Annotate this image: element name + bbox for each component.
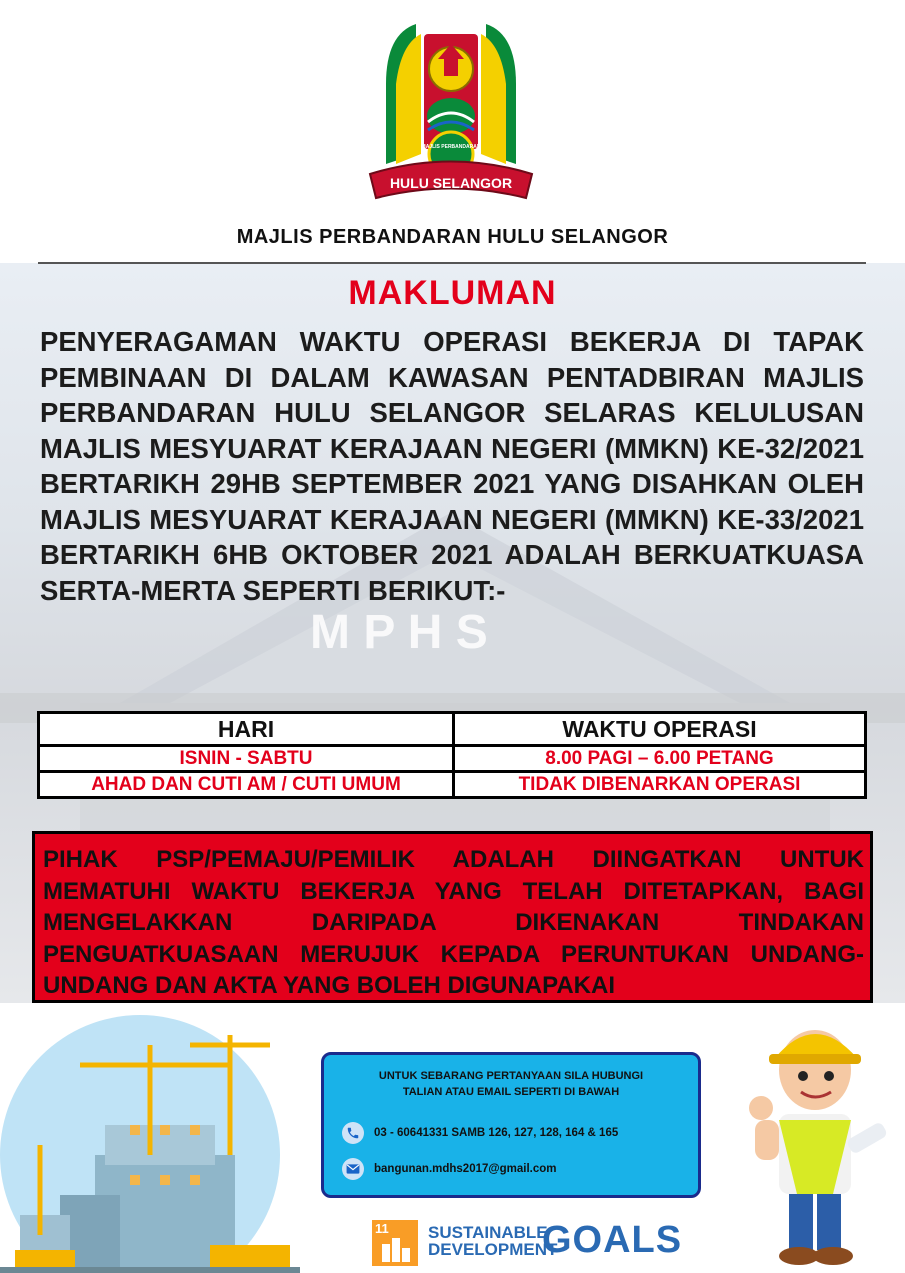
- contact-title-line1: UNTUK SEBARANG PERTANYAAN SILA HUBUNGI: [378, 1070, 644, 1082]
- table-row: [39, 746, 866, 772]
- mphs-watermark: M P H S: [310, 606, 488, 659]
- sdg-wordmark: [428, 1224, 557, 1258]
- sdg-11-tile: [372, 1220, 418, 1266]
- row-holiday-day: AHAD DAN CUTI AM / CUTI UMUM: [39, 772, 454, 798]
- construction-worker-illustration: [735, 1010, 895, 1270]
- council-logo: [366, 14, 536, 210]
- sdg-line2: DEVELOPMENT: [428, 1240, 558, 1259]
- table-header-row: [39, 713, 866, 746]
- construction-illustration: [0, 1005, 300, 1273]
- warning-text: PIHAK PSP/PEMAJU/PEMILIK ADALAH DIINGATKAN UNTUK MEMATUHI WAKTU BEKERJA YANG TELAH DITETAPKAN, BAGI MENGELAKKAN DARIPADA DIKENAKAN TINDAKAN PENGUATKUASAAN MERUJUK KEPADA PERUNTUKAN UNDANG-UNDANG DAN AKTA YANG BOLEH DIGUNAPAKAI: [43, 846, 864, 999]
- notice-title: MAKLUMAN: [348, 274, 557, 312]
- logo-subtext: MAJLIS PERBANDARAN: [421, 144, 481, 150]
- sdg-tile-number: 11: [375, 1221, 389, 1236]
- contact-email-row[interactable]: [342, 1158, 556, 1180]
- sdg-line1: SUSTAINABLE: [428, 1223, 548, 1242]
- header-day: HARI: [39, 713, 454, 746]
- notice-body: PENYERAGAMAN WAKTU OPERASI BEKERJA DI TAPAK PEMBINAAN DI DALAM KAWASAN PENTADBIRAN MAJLIS PERBANDARAN HULU SELANGOR SELARAS KELULUSAN MAJLIS MESYUARAT KERAJAAN NEGERI (MMKN) KE-32/2021 BERTARIKH 29HB SEPTEMBER 2021 YANG DISAHKAN OLEH MAJLIS MESYUARAT KERAJAAN NEGERI (MMKN) KE-33/2021 BERTARIKH 6HB OKTOBER 2021 ADALAH BERKUATKUASA SERTA-MERTA SEPERTI BERIKUT:-: [40, 326, 864, 606]
- row-weekday-time: 8.00 PAGI – 6.00 PETANG: [454, 746, 866, 772]
- contact-title: [324, 1068, 698, 1100]
- operating-hours-table: [37, 711, 867, 799]
- phone-icon: [342, 1122, 364, 1144]
- header-operating-time: WAKTU OPERASI: [454, 713, 866, 746]
- table-row: [39, 772, 866, 798]
- header-divider: [38, 262, 866, 264]
- contact-phone-row[interactable]: [342, 1122, 618, 1144]
- email-icon: [342, 1158, 364, 1180]
- warning-box: [32, 831, 873, 1003]
- logo-banner-text: HULU SELANGOR: [389, 175, 513, 191]
- organization-name: MAJLIS PERBANDARAN HULU SELANGOR: [236, 226, 669, 248]
- contact-phone: 03 - 60641331 SAMB 126, 127, 128, 164 & 165: [374, 1127, 619, 1139]
- row-holiday-time: TIDAK DIBENARKAN OPERASI: [454, 772, 866, 798]
- row-weekday-day: ISNIN - SABTU: [39, 746, 454, 772]
- contact-box: [321, 1052, 701, 1198]
- contact-title-line2: TALIAN ATAU EMAIL SEPERTI DI BAWAH: [402, 1086, 620, 1098]
- sdg-goals: GOALS: [542, 1219, 683, 1261]
- contact-email: bangunan.mdhs2017@gmail.com: [374, 1163, 557, 1175]
